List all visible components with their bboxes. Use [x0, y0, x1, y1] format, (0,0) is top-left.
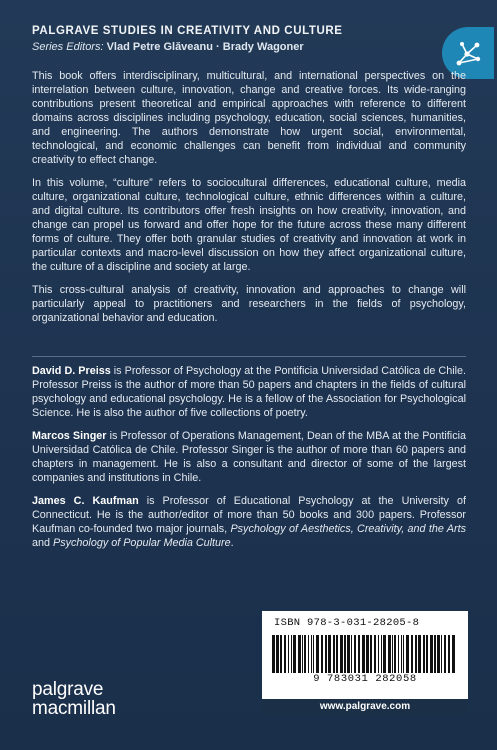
journal-title: Psychology of Aesthetics, Creativity, and the Arts	[230, 523, 466, 535]
author-bio	[32, 429, 466, 485]
series-editors-names: Vlad Petre Glăveanu · Brady Wagoner	[106, 41, 304, 53]
barcode-bar	[394, 635, 396, 673]
barcode-bar	[403, 635, 404, 673]
barcode-bar	[415, 635, 417, 673]
barcode-bar	[434, 635, 436, 673]
author-name: James C. Kaufman	[32, 495, 139, 507]
publisher-logo	[32, 680, 116, 718]
barcode-bar	[276, 635, 279, 673]
author-name: David D. Preiss	[32, 365, 111, 377]
barcode-digits: 9 783031 282058	[313, 673, 417, 685]
author-bio	[32, 494, 466, 550]
barcode-bar	[340, 635, 343, 673]
barcode-bar	[293, 635, 296, 673]
barcode-bar	[272, 635, 275, 673]
barcode-bar	[316, 635, 319, 673]
series-editors-label: Series Editors:	[32, 41, 104, 53]
barcode-bar	[374, 635, 376, 673]
barcode-bar	[426, 635, 428, 673]
barcode-bar	[418, 635, 421, 673]
author-bio	[32, 364, 466, 420]
isbn-label: ISBN 978-3-031-28205-8	[274, 617, 420, 629]
author-bio-text: is Professor of Educational Psychology at the University of Connecticut. He is the author/editor of more than 50 books and 300 papers. Professor Kaufman co-founded two major journals,	[32, 495, 466, 535]
barcode-bar	[383, 635, 386, 673]
barcode-bar	[328, 635, 331, 673]
barcode-bar	[298, 635, 301, 673]
barcode-bar	[398, 635, 399, 673]
barcode-bar	[333, 635, 335, 673]
blurb-paragraph: This cross-cultural analysis of creativity, innovation and approaches to change will particularly appeal to practitioners and researchers in the fields of psychology, organizational behavior and education.	[32, 284, 466, 324]
barcode-bar	[308, 635, 309, 673]
barcode-bar	[351, 635, 352, 673]
publisher-line1: palgrave	[32, 679, 104, 700]
barcode-bar	[347, 635, 350, 673]
barcode-bar	[344, 635, 346, 673]
barcode-bar	[444, 635, 446, 673]
author-name: Marcos Singer	[32, 430, 107, 442]
barcode-bar	[302, 635, 303, 673]
barcode-bar	[311, 635, 312, 673]
barcode-bar	[430, 635, 433, 673]
publisher-line2: macmillan	[32, 698, 116, 719]
barcode-bar	[381, 635, 382, 673]
barcode-bar	[354, 635, 356, 673]
series-editors	[32, 41, 304, 53]
journal-title: Psychology of Popular Media Culture	[53, 537, 231, 549]
barcode-bar	[280, 635, 282, 673]
publisher-url[interactable]: www.palgrave.com	[262, 699, 468, 714]
barcode-bar	[284, 635, 286, 673]
barcode-bar	[452, 635, 455, 673]
barcode-bar	[392, 635, 393, 673]
barcode-bar	[423, 635, 425, 673]
author-bio-text: .	[230, 537, 234, 549]
author-bios	[32, 364, 466, 559]
blurb-paragraph: This book offers interdisciplinary, multicultural, and international perspectives on the interrelation between culture, innovation, change and creative forces. Its wide-ranging contributions present theoretical and empirical approaches with reference to different domains across disciplines including psychology, education, social sciences, humanities, and engineering. The authors demonstrate how urgent social, environmental, technological, and economic challenges can benefit from individual and community creativity to effect change.	[32, 70, 466, 166]
author-bio-text: and	[32, 537, 54, 549]
barcode-bar	[304, 635, 306, 673]
barcode-bar	[406, 635, 409, 673]
barcode-bar	[437, 635, 440, 673]
barcode-bar	[288, 635, 289, 673]
divider	[32, 356, 466, 357]
barcode-bar	[378, 635, 379, 673]
author-bio-text: is Professor of Psychology at the Pontificia Universidad Católica de Chile. Professor Preiss is the author of more than 50 papers and chapters in the fields of cultural psychology and educational psychology. He is a fellow of the Association for Psychological Science. He is also the author of five collections of poetry.	[32, 365, 466, 419]
barcode-bar	[448, 635, 450, 673]
barcode-bar	[401, 635, 402, 673]
barcode-block	[262, 611, 468, 699]
barcode-bar	[313, 635, 314, 673]
series-title: PALGRAVE STUDIES IN CREATIVITY AND CULTURE	[32, 25, 343, 37]
barcode-bar	[325, 635, 327, 673]
barcode-bar	[370, 635, 372, 673]
blurb-paragraph: In this volume, “culture” refers to sociocultural differences, educational culture, media culture, organizational culture, technological culture, ethnic differences within a culture, and digital culture. Its contributors offer fresh insights on how creativity, innovation, and change can propel us forward and offer hope for the future across these many different forms of culture. They offer both granular studies of creativity and innovation at work in particular contexts and macro-level discussion on how they affect organizational culture, the culture of a discipline and society at large.	[32, 177, 466, 273]
barcode	[270, 635, 460, 673]
barcode-bar	[321, 635, 323, 673]
blurb	[32, 69, 466, 334]
barcode-bar	[388, 635, 391, 673]
barcode-bar	[411, 635, 413, 673]
barcode-bar	[358, 635, 360, 673]
author-bio-text: is Professor of Operations Management, Dean of the MBA at the Pontificia Universidad Católica de Chile. Professor Singer is the author of more than 60 papers and chapters in management. He is also a consultant and director of some of the largest companies and institutions in Chile.	[32, 430, 466, 484]
barcode-bar	[291, 635, 292, 673]
barcode-bar	[441, 635, 442, 673]
barcode-bar	[336, 635, 338, 673]
barcode-bar	[362, 635, 365, 673]
barcode-bar	[366, 635, 369, 673]
